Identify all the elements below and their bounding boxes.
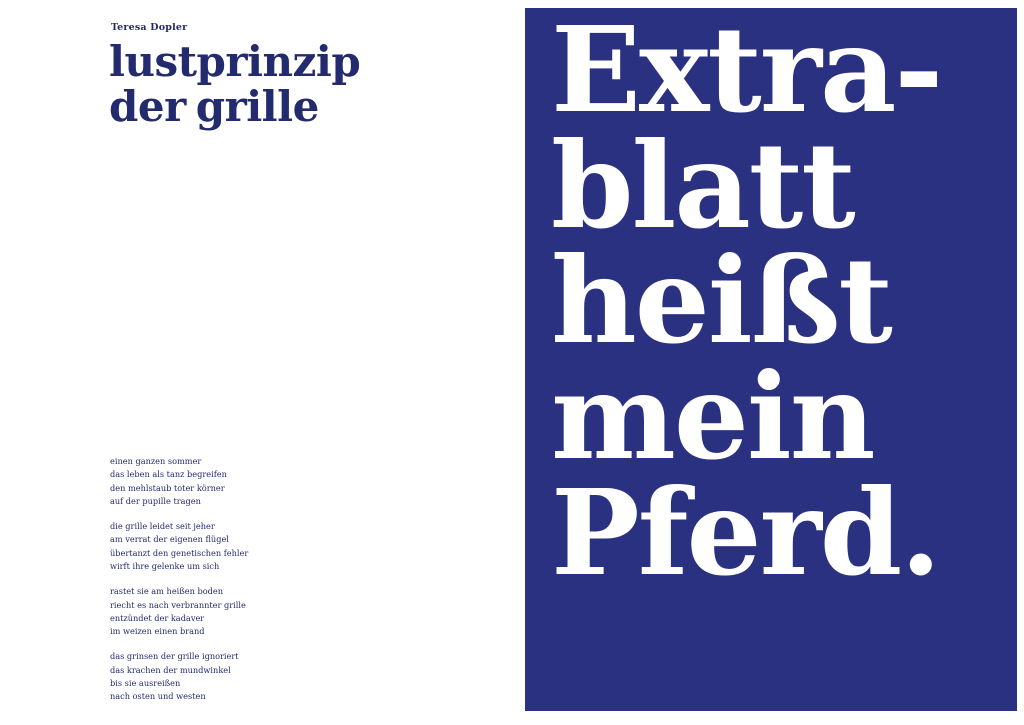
poem-line: einen ganzen sommer bbox=[110, 456, 202, 466]
poem-line: nach osten und westen bbox=[110, 691, 206, 702]
poem-body bbox=[110, 455, 450, 704]
poem-line: auf der pupille tragen bbox=[110, 495, 201, 506]
poem-stanza bbox=[110, 455, 450, 508]
right-page-cover bbox=[525, 8, 1017, 711]
poem-title-line-2 bbox=[109, 81, 509, 131]
cover-headline-line: Pferd. bbox=[551, 462, 940, 602]
poem-stanza bbox=[110, 650, 450, 703]
poem-line: riecht es nach verbrannter grille bbox=[110, 599, 246, 610]
cover-headline bbox=[551, 8, 1017, 602]
poem-line: bis sie ausreißen bbox=[110, 677, 181, 688]
poem-line: das grinsen der grille ignoriert bbox=[110, 651, 239, 662]
poem-line: am verrat der eigenen flügel bbox=[110, 534, 229, 545]
cover-headline-line: Extra- bbox=[551, 8, 942, 139]
poem-title-line-2-word-1: der bbox=[109, 81, 186, 131]
poem-title-line-1: lustprinzip bbox=[109, 37, 361, 86]
cover-headline-line: mein bbox=[551, 346, 874, 486]
poem-line: entzündet der kadaver bbox=[110, 612, 205, 623]
poem-stanza bbox=[110, 520, 450, 573]
cover-headline-line: heißt bbox=[551, 231, 891, 371]
page-title bbox=[109, 37, 509, 131]
poem-author: Teresa Dopler bbox=[111, 22, 188, 33]
cover-headline-line: blatt bbox=[551, 115, 854, 255]
poem-stanza bbox=[110, 585, 450, 638]
poem-line: die grille leidet seit jeher bbox=[110, 521, 215, 532]
poem-line: wirft ihre gelenke um sich bbox=[110, 560, 220, 571]
poem-line: übertanzt den genetischen fehler bbox=[110, 547, 249, 558]
poem-line: das leben als tanz begreifen bbox=[110, 469, 227, 480]
poem-title-line-2-word-2: grille bbox=[195, 81, 319, 131]
poem-line: rastet sie am heißen boden bbox=[110, 586, 223, 597]
poem-line: im weizen einen brand bbox=[110, 626, 205, 637]
poem-line: das krachen der mundwinkel bbox=[110, 664, 231, 675]
poem-line: den mehlstaub toter körner bbox=[110, 482, 225, 493]
